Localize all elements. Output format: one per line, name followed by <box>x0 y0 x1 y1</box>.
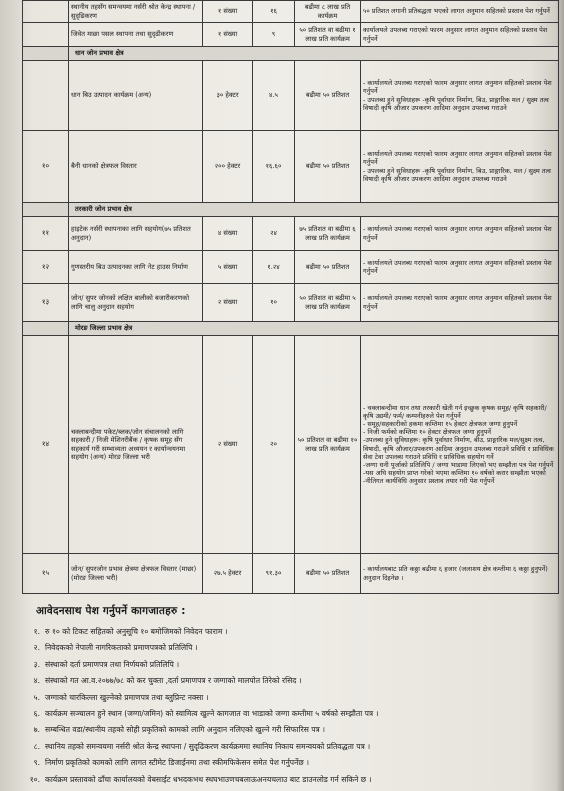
item-number: २. <box>33 643 40 653</box>
program-unit: २ संख्या <box>203 336 253 554</box>
program-name: धान बिउ उत्पादन कार्यक्रम (अन्य) <box>69 61 203 131</box>
item-number: ७. <box>33 725 40 735</box>
item-text: रु १० को टिकट सहितको अनुसूचि १० बमोजिमको निवेदन फाराम । <box>45 627 228 636</box>
table-row <box>23 217 559 251</box>
row-serial: १३ <box>23 284 69 322</box>
program-unit: ३० हेक्टर <box>203 61 253 131</box>
program-amount: १६.६० <box>253 131 295 203</box>
item-text: जग्गाको चारकिल्ला खुल्नेको प्रमाणपत्र तथा ब्लुप्रिन्ट नक्सा । <box>45 692 209 702</box>
table-row <box>23 61 559 131</box>
program-amount: १.२४ <box>253 251 295 284</box>
row-serial <box>23 23 69 47</box>
section-title: तरकारी जोन प्रभाव क्षेत्र <box>69 203 559 217</box>
table-row <box>23 251 559 284</box>
program-unit: २ संख्या <box>203 284 253 322</box>
table-row <box>23 23 559 47</box>
item-number: १०. <box>29 774 40 784</box>
row-serial <box>23 61 69 131</box>
conditions: - कार्यालयले उपलब्ध गराएको फारम अनुसार लागत अनुमान सहितको प्रस्ताव पेश गर्नुपर्ने - उपलब्ध हुने सुविधाहरू -कृषि पूर्वाधार निर्माण, बिउ, प्राङ्गारिक मल / सुक्ष्म तत्व विषादी कृषि औजार उपकरण आदिमा अनुदान उपलब्ध गराउने <box>361 61 559 131</box>
item-text: निर्माण प्रकृतिको कामको लागि लागत स्टीमेट डिजाईनमा तथा स्कीमफिकेसन समेत पेश गर्नुपर्नेछ । <box>45 758 309 768</box>
list-item <box>18 755 560 771</box>
section-header <box>23 322 559 336</box>
program-table <box>22 0 559 594</box>
grant-rate: ५० प्रतिशत वा बढीमा ५ लाख प्रति कार्यक्रम <box>295 284 361 322</box>
table-row <box>23 1 559 23</box>
program-unit: १ संख्या <box>203 1 253 23</box>
conditions: - कार्यालयले उपलब्ध गराएको फारम अनुसार लागत अनुमान सहितको प्रस्ताव पेश गर्नुपर्ने - उपलब्ध हुने सुविधाहरू -कृषि पूर्वाधार निर्माण, बिउ, प्राङ्गारिक, मल / सुक्ष्म तत्व विषादी कृषि औजार उपकरण आदिमा अनुदान उपलब्ध गराउने <box>361 131 559 203</box>
item-number: ५. <box>33 692 40 702</box>
program-name: चक्लाबन्दीमा पकेट/ब्लक/जोन संचालनको लागि सहकारी / निजी मेशिनरीबैंक / कृषक समूह सँग सहकार्य गरी सम्भाव्यता अध्ययन र कार्यान्वयनमा सहयोग (अन्य) मोरङ जिल्ला भरी <box>69 336 203 554</box>
item-number: १. <box>33 627 40 636</box>
conditions: ५० प्रतिशत लगानी प्रतिबद्धता भएको लागत अनुमान सहितको प्रस्ताव पेश गर्नुपर्ने <box>361 1 559 23</box>
list-item <box>18 772 560 788</box>
list-item <box>18 657 560 673</box>
program-amount: २० <box>253 336 295 554</box>
program-amount: ९ <box>253 23 295 47</box>
program-amount: १६ <box>253 1 295 23</box>
program-name: गुणस्तरीय बिउ उत्पादनका लागि नेट हाउस निर्माण <box>69 251 203 284</box>
item-text: निवेदकको नेपाली नागरिकताको प्रमाणपत्रको प्रतिलिपि । <box>45 643 198 653</box>
section-header <box>23 203 559 217</box>
grant-rate: ५० प्रतिशत वा बढीमा १० लाख प्रति कार्यक्रम <box>295 336 361 554</box>
program-amount: १० <box>253 284 295 322</box>
grant-rate: बढीमा ८ लाख प्रति कार्यक्रम <box>295 1 361 23</box>
table-row <box>23 554 559 594</box>
item-number: ९. <box>33 758 40 768</box>
program-name: जोन/ सुपरजोन प्रभाव क्षेत्रमा क्षेत्रफल विस्तार (माछा) (मोरङ जिल्ला भरी) <box>69 554 203 594</box>
item-number: ८. <box>33 741 40 751</box>
section-title: मोरङ जिल्ला प्रभाव क्षेत्र <box>69 322 559 336</box>
program-name: स्थानीय तहसँग समन्वयमा नर्सरी श्रोत केन्द्र स्थापना / सुदृढिकरण <box>69 1 203 23</box>
required-documents-heading: आवेदनसाथ पेश गर्नुपर्ने कागजातहरु : <box>36 605 186 617</box>
grant-rate: बढीमा ५० प्रतिशत <box>295 554 361 594</box>
program-name: जिवेत माछा पसल स्थापना तथा सुदृढीकरण <box>69 23 203 47</box>
list-item <box>18 690 560 706</box>
row-serial: १४ <box>23 336 69 554</box>
item-number: ६. <box>33 709 40 719</box>
program-name: जोन/ सुपर जोनको लक्षित बालीको बजारीकरणको लागि चालु अनुदान सहयोग <box>69 284 203 322</box>
program-unit: ४ संख्या <box>203 217 253 251</box>
conditions: कार्यालयले उपलब्ध गराएको फारम अनुसार लागत अनुमान सहितको प्रस्ताव पेश गर्नुपर्ने <box>361 23 559 47</box>
list-item <box>18 739 560 755</box>
item-text: सम्बन्धित वडा/स्थानीय तहको सोही प्रकृतिको कामको लागि अनुदान नलिएको खुल्ने गरी सिफारिस पत्र । <box>45 725 326 735</box>
table-row <box>23 336 559 554</box>
conditions: - चक्लाबन्दीमा धान तथा तरकारी खेती गर्न इच्छुक कृषक समूह/ कृषि सहकारी/ कृषि उद्यमी/ फर्म/ कम्पनीहरुले पेश गर्नुपर्ने - समूह/सहकारीको हकमा कम्तिमा १५ हेक्टर क्षेत्रफल जग्गा हुनुपर्ने - निजी फर्मको कम्तिमा १० हेक्टर क्षेत्रफल जग्गा हुनुपर्ने -उपलब्ध हुने सुविधाहरू: कृषि पूर्वाधार निर्माण, बीउ, प्राङ्गारिक मल/सुक्ष्म तत्व, विषादी, कृषि औजार/उपकरण आदिमा अनुदान उपलब्ध गराउने प्रविधि र प्राविधिक सेवा टेवा उपलब्ध गराउने प्रविधि र प्राविधिक सहयोग गर्ने -जग्गा धनी पूर्जाको प्रतिलिपि / जग्गा भाडामा लिएको भए सम्झौता पत्र पेश गर्नुपर्ने -यस अघि सहयोग प्राप्त गरेको भएमा कम्तिमा १० वर्षको करार सम्झौता भएको -नीतिगत कार्यविधि अनुसार प्रस्ताव तयार गरी पेश गर्नुपर्ने <box>361 336 559 554</box>
required-documents-list <box>18 624 560 788</box>
program-amount: २४ <box>253 217 295 251</box>
program-amount: ९१.३० <box>253 554 295 594</box>
grant-rate: बढीमा ५० प्रतिशत <box>295 61 361 131</box>
conditions: - कार्यालयले उपलब्ध गराएको फारम अनुसार लागत अनुमान सहितको प्रस्ताव पेश गर्नुपर्ने <box>361 217 559 251</box>
item-number: ४. <box>33 676 40 686</box>
list-item <box>18 706 560 722</box>
program-name: हाइटेक नर्सरी स्थापनाका लागि सहयोग(७५ प्रतिशत अनुदान) <box>69 217 203 251</box>
program-unit: ५ संख्या <box>203 251 253 284</box>
program-name: बैनी धानको क्षेत्रफल विस्तार <box>69 131 203 203</box>
section-title: धान जोन प्रभाव क्षेत्र <box>69 47 559 61</box>
program-unit: २७.५ हेक्टर <box>203 554 253 594</box>
conditions: - कार्यालयले उपलब्ध गराएको फारम अनुसार लागत अनुमान सहितको प्रस्ताव पेश गर्नुपर्ने <box>361 284 559 322</box>
grant-rate: बढीमा ५० प्रतिशत <box>295 131 361 203</box>
conditions: - कार्यालयले उपलब्ध गराएको फारम अनुसार लागत अनुमान सहितको प्रस्ताव पेश गर्नुपर्ने <box>361 251 559 284</box>
program-unit: २०० हेक्टर <box>203 131 253 203</box>
conditions: - कार्यालयबाट प्रति कठ्ठा बढीमा ६ हजार (जलाशय क्षेत्र कम्तीमा ६ कठ्ठा हुनुपर्ने) अनुदान दिइनेछ । <box>361 554 559 594</box>
program-unit: १ संख्या <box>203 23 253 47</box>
item-text: कार्यक्रम सञ्चालन हुने स्थान (जग्गा/जमिन) को स्वामित्व खुल्ने कागजात वा भाडाको जग्गा कम्तीमा ५ वर्षको सम्झौता पत्र । <box>45 709 379 719</box>
item-text: संस्थाको दर्ता प्रमाणपत्र तथा निर्णयको प्रतिलिपि । <box>45 659 180 669</box>
row-serial <box>23 1 69 23</box>
table-row <box>23 284 559 322</box>
item-text: स्थानिय तहको समन्वयमा नर्सरी श्रोत केन्द्र स्थापना / सुदृढिकरण कार्यक्रममा स्थानिय निकाय समन्वयको प्रतिवद्धता पत्र । <box>45 741 371 751</box>
row-serial: ११ <box>23 217 69 251</box>
program-amount: ४.५ <box>253 61 295 131</box>
row-serial: १० <box>23 131 69 203</box>
grant-rate: ७५ प्रतिशत वा बढीमा ६ लाख प्रति कार्यक्रम <box>295 217 361 251</box>
list-item <box>18 673 560 689</box>
grant-rate: ५० प्रतिशत वा बढीमा १ लाख प्रति कार्यक्रम <box>295 23 361 47</box>
list-item <box>18 624 560 640</box>
table-row <box>23 131 559 203</box>
grant-rate: बढीमा ५० प्रतिशत <box>295 251 361 284</box>
item-number: ३. <box>33 659 40 669</box>
row-serial: १५ <box>23 554 69 594</box>
list-item <box>18 640 560 656</box>
list-item <box>18 722 560 738</box>
section-header <box>23 47 559 61</box>
item-text: कार्यक्रम प्रस्तावको ढाँचा कार्यालयको वेबसाईट धभदकभथ स्थघभाउणचबलाऊअनयचलाउ बाट डाउनलोड गर्न सकिने छ । <box>45 774 372 784</box>
row-serial: १२ <box>23 251 69 284</box>
item-text: संस्थाको गत आ.व.२०७७/७८ को कर चुक्ता ,दर्ता प्रमाणपत्र र जग्गाको मालपोत तिरेको रसिद । <box>45 676 302 686</box>
